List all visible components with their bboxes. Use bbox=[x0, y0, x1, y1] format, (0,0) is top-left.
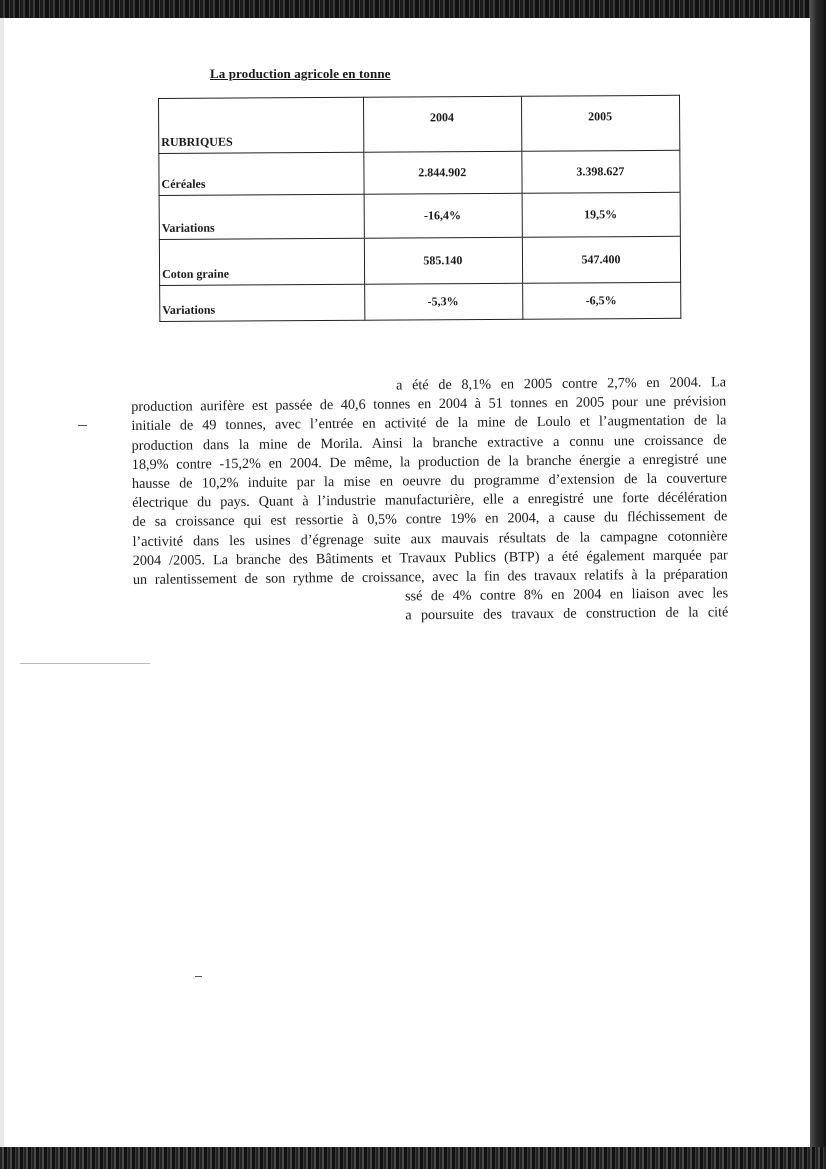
scan-edge-bottom bbox=[0, 1147, 826, 1169]
paragraph-line: initiale de 49 tonnes, avec l’entrée en activité de la mine de Loulo et l’augmentation de la bbox=[131, 412, 727, 435]
cell-2005: 19,5% bbox=[522, 192, 680, 237]
cell-2004: -16,4% bbox=[364, 193, 522, 238]
row-label: Céréales bbox=[159, 152, 364, 195]
scan-edge-top bbox=[0, 0, 826, 18]
body-paragraph bbox=[131, 373, 728, 628]
table-header-row bbox=[159, 95, 680, 153]
paragraph-line: électrique du pays. Quant à l’industrie manufacturière, elle a enregistré une forte décélération bbox=[132, 489, 728, 512]
paragraph-line: hausse de 10,2% induite par la mise en oeuvre du programme d’extension de la couverture bbox=[131, 470, 728, 493]
scan-edge-right bbox=[810, 0, 826, 1169]
cell-2004: 2.844.902 bbox=[364, 151, 522, 194]
paragraph-line: l’activité dans les usines d’égrenage suite aux mauvais résultats de la campagne cotonnière bbox=[132, 527, 728, 550]
paragraph-line: a été de 8,1% en 2005 contre 2,7% en 2004. La bbox=[395, 374, 727, 394]
cell-2005: 547.400 bbox=[522, 236, 680, 283]
row-label: Variations bbox=[159, 194, 364, 239]
table-row bbox=[159, 150, 680, 195]
header-cell-2005: 2005 bbox=[521, 95, 679, 151]
cell-2004: 585.140 bbox=[364, 237, 522, 284]
production-table bbox=[158, 95, 681, 322]
margin-mark bbox=[195, 976, 202, 977]
header-cell-rubriques: RUBRIQUES bbox=[159, 97, 364, 153]
paragraph-line: ssé de 4% contre 8% en 2004 en liaison avec les bbox=[405, 585, 729, 605]
table-row bbox=[159, 236, 680, 285]
paragraph-line: 2004 /2005. La branche des Bâtiments et Travaux Publics (BTP) a été également marquée par bbox=[132, 547, 728, 569]
cell-2004: -5,3% bbox=[364, 283, 522, 320]
page-title: La production agricole en tonne bbox=[210, 66, 391, 81]
header-cell-2004: 2004 bbox=[363, 96, 521, 152]
paragraph-line: de sa croissance qui est ressortie à 0,5% contre 19% en 2004, a cause du fléchissement de bbox=[132, 508, 728, 531]
scan-edge-left bbox=[0, 18, 4, 1147]
paragraph-line: production aurifère est passée de 40,6 tonnes en 2004 à 51 tonnes en 2005 pour une prévision bbox=[131, 393, 727, 416]
paragraph-line: un ralentissement de son rythme de croissance, avec la fin des travaux relatifs à la préparation bbox=[132, 566, 728, 589]
table-row bbox=[160, 282, 681, 321]
cell-2005: 3.398.627 bbox=[522, 150, 680, 193]
scan-line-mark bbox=[20, 663, 150, 664]
paragraph-line: 18,9% contre -15,2% en 2004. De même, la production de la branche énergie a enregistré une bbox=[131, 451, 727, 473]
paragraph-line: a poursuite des travaux de construction de la cité bbox=[405, 604, 729, 624]
table-row bbox=[159, 192, 680, 239]
cell-2005: -6,5% bbox=[522, 282, 680, 319]
row-label: Coton graine bbox=[159, 238, 364, 285]
margin-mark bbox=[78, 425, 87, 426]
paragraph-line: production dans la mine de Morila. Ainsi la branche extractive a connu une croissance de bbox=[131, 431, 727, 454]
row-label: Variations bbox=[160, 284, 365, 321]
